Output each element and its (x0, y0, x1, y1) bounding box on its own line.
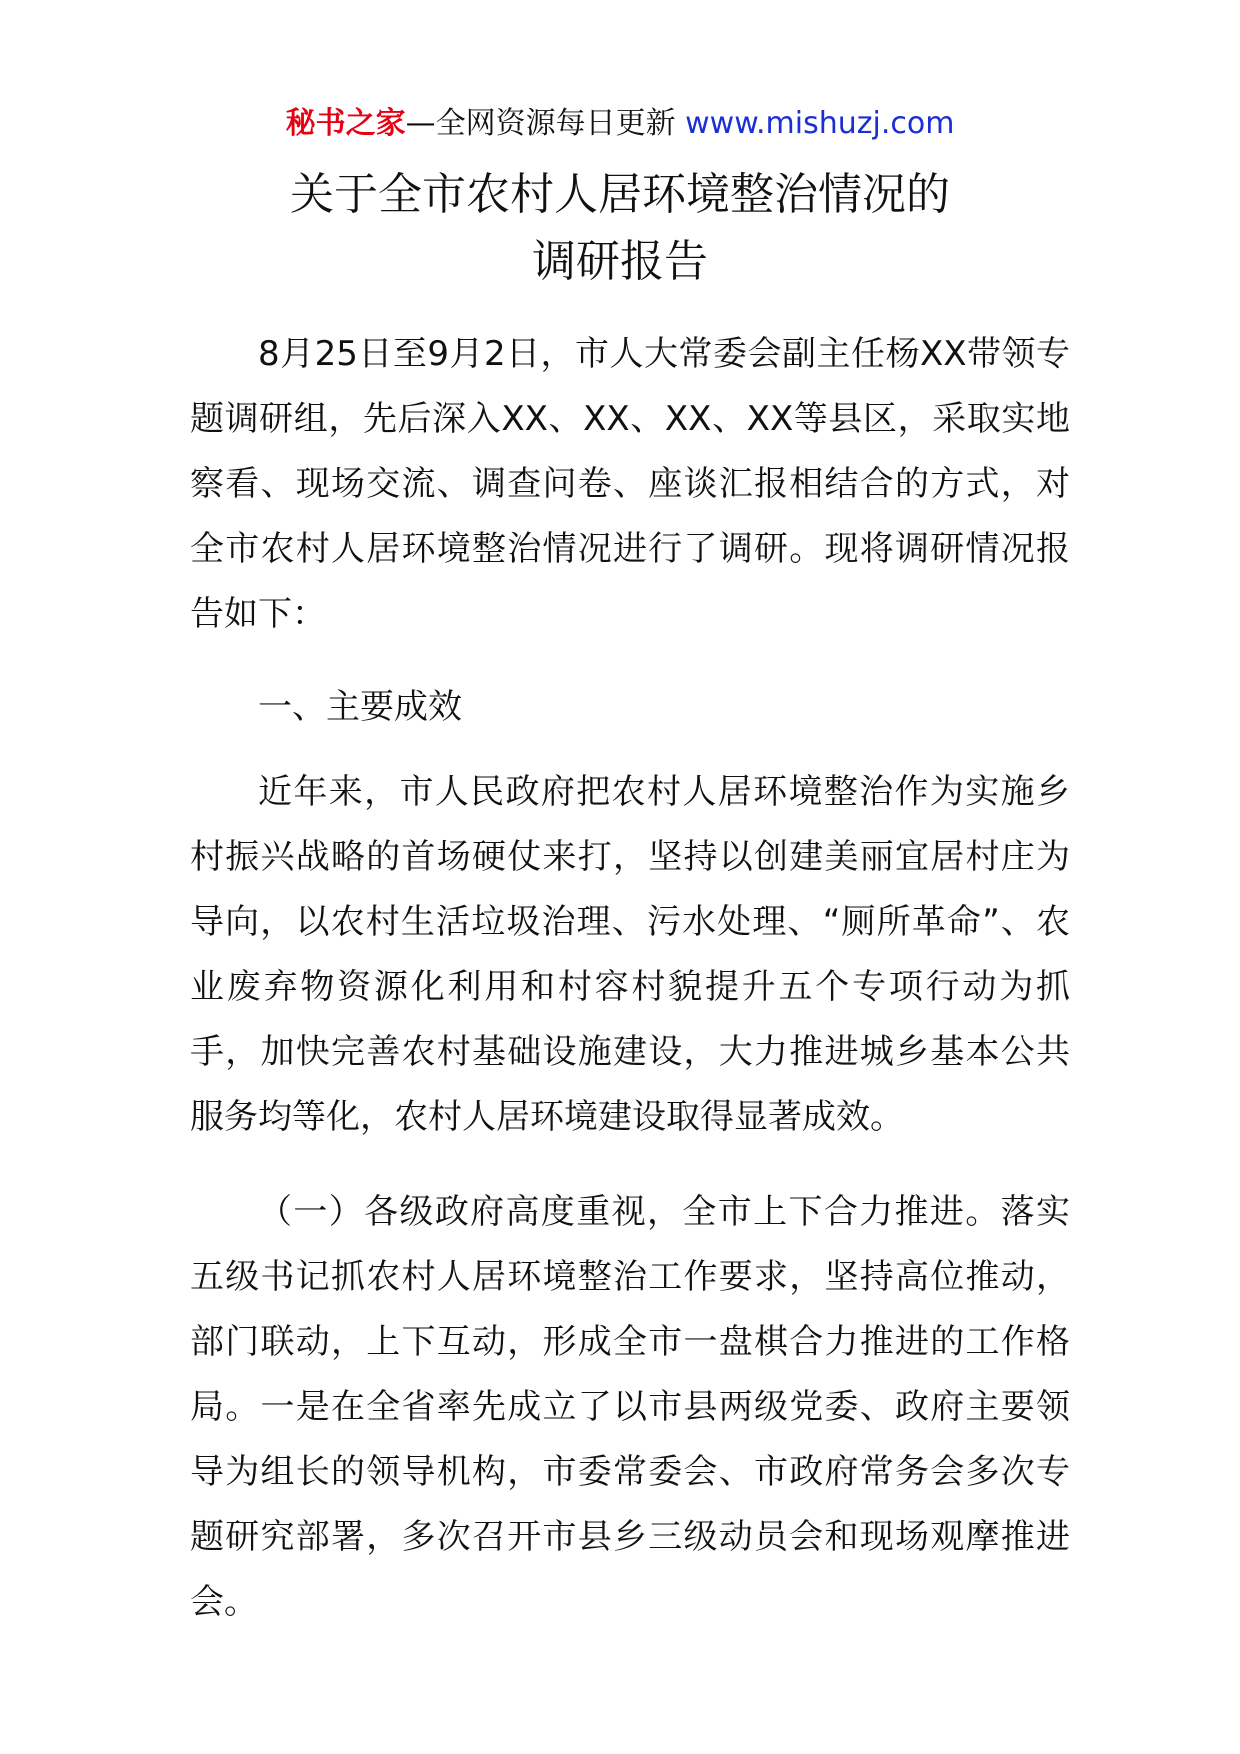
brand-name: 秘书之家 (285, 106, 406, 141)
header-tagline: —全网资源每日更新 (405, 106, 686, 141)
subsection-paragraph: （一）各级政府高度重视，全市上下合力推进。落实五级书记抓农村人居环境整治工作要求，坚持高位推动，部门联动，上下互动，形成全市一盘棋合力推进的工作格局。一是在全省率先成立了以市县两级党委、政府主要领导为组长的领导机构，市委常委会、市政府常务会多次专题研究部署，多次召开市县乡三级动员会和现场观摩推进会。 (190, 1192, 1070, 1622)
site-url-link[interactable]: www.mishuzj.com (685, 106, 955, 141)
achievements-paragraph: 近年来，市人民政府把农村人居环境整治作为实施乡村振兴战略的首场硬仗来打，坚持以创建美丽宜居村庄为导向，以农村生活垃圾治理、污水处理、“厕所革命”、农业废弃物资源化利用和村容村貌提升五个专项行动为抓手，加快完善农村基础设施建设，大力推进城乡基本公共服务均等化，农村人居环境建设取得显著成效。 (190, 772, 1070, 1137)
section-heading: 一、主要成效 (258, 687, 462, 727)
intro-paragraph: 8月25日至9月2日，市人大常委会副主任杨XX带领专题调研组，先后深入XX、XX、XX、XX等县区，采取实地察看、现场交流、调查问卷、座谈汇报相结合的方式，对全市农村人居环境整治情况进行了调研。现将调研情况报告如下： (190, 334, 1070, 634)
site-header (0, 104, 1240, 144)
document-title-line-2: 调研报告 (532, 236, 708, 287)
document-title-line-1: 关于全市农村人居环境整治情况的 (290, 169, 950, 220)
